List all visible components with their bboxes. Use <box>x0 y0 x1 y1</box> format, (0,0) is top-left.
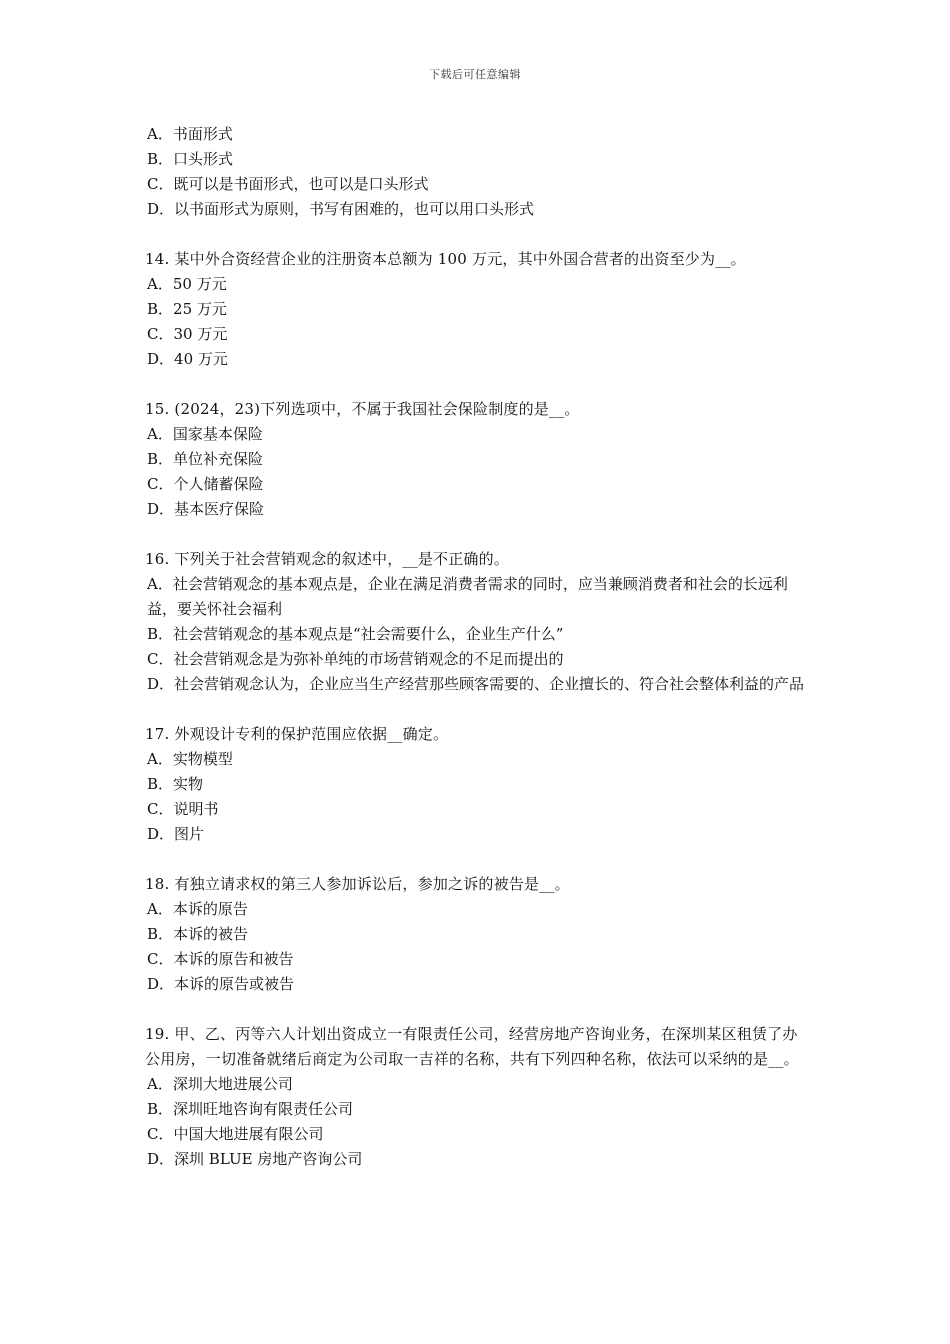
option-b: B．深圳旺地咨询有限责任公司 <box>147 1100 354 1118</box>
option-d: D．40 万元 <box>147 350 228 368</box>
option-a: A．本诉的原告 <box>147 900 248 918</box>
option-b: B．25 万元 <box>147 300 227 318</box>
question-text: 17. 外观设计专利的保护范围应依据__确定。 <box>145 725 449 743</box>
option-b: B．实物 <box>147 775 204 793</box>
option-c: C．30 万元 <box>147 325 228 343</box>
option-c: C．既可以是书面形式，也可以是口头形式 <box>147 175 429 193</box>
option-c: C．本诉的原告和被告 <box>147 950 294 968</box>
question-block-16 <box>145 547 810 697</box>
option-a: A．50 万元 <box>147 275 227 293</box>
option-a: A．书面形式 <box>147 125 233 143</box>
option-c: C．社会营销观念是为弥补单纯的市场营销观念的不足而提出的 <box>147 650 564 668</box>
question-block-13-continued <box>145 122 810 222</box>
option-b: B．单位补充保险 <box>147 450 264 468</box>
option-d: D．社会营销观念认为，企业应当生产经营那些顾客需要的、企业擅长的、符合社会整体利益的产品 <box>147 675 805 693</box>
option-d: D．本诉的原告或被告 <box>147 975 295 993</box>
option-b: B．社会营销观念的基本观点是“社会需要什么，企业生产什么” <box>147 625 564 643</box>
question-list <box>145 122 810 1197</box>
question-text: 18. 有独立请求权的第三人参加诉讼后，参加之诉的被告是__。 <box>145 875 570 893</box>
option-d: D．以书面形式为原则，书写有困难的，也可以用口头形式 <box>147 200 535 218</box>
question-block-19 <box>145 1022 810 1172</box>
question-block-17 <box>145 722 810 847</box>
option-a: A．国家基本保险 <box>147 425 263 443</box>
option-c: C．说明书 <box>147 800 219 818</box>
question-text: 14. 某中外合资经营企业的注册资本总额为 100 万元，其中外国合营者的出资至少为__。 <box>145 250 746 268</box>
option-c: C．个人储蓄保险 <box>147 475 264 493</box>
option-d: D．图片 <box>147 825 205 843</box>
option-b: B．口头形式 <box>147 150 234 168</box>
option-c: C．中国大地进展有限公司 <box>147 1125 324 1143</box>
option-a: A．社会营销观念的基本观点是，企业在满足消费者需求的同时，应当兼顾消费者和社会的长远利益，要关怀社会福利 <box>147 575 788 618</box>
question-text: 16. 下列关于社会营销观念的叙述中，__是不正确的。 <box>145 550 510 568</box>
option-b: B．本诉的被告 <box>147 925 249 943</box>
option-d: D．深圳 BLUE 房地产咨询公司 <box>147 1150 363 1168</box>
option-d: D．基本医疗保险 <box>147 500 265 518</box>
question-block-18 <box>145 872 810 997</box>
option-a: A．深圳大地进展公司 <box>147 1075 293 1093</box>
option-a: A．实物模型 <box>147 750 233 768</box>
question-text: 19. 甲、乙、丙等六人计划出资成立一有限责任公司，经营房地产咨询业务，在深圳某区租赁了办公用房，一切准备就绪后商定为公司取一吉祥的名称，共有下列四种名称，依法可以采纳的是__。 <box>145 1025 799 1068</box>
question-text: 15. (2024，23)下列选项中，不属于我国社会保险制度的是__。 <box>145 400 580 418</box>
page-header-note: 下载后可任意编辑 <box>429 68 521 81</box>
question-block-14 <box>145 247 810 372</box>
question-block-15 <box>145 397 810 522</box>
